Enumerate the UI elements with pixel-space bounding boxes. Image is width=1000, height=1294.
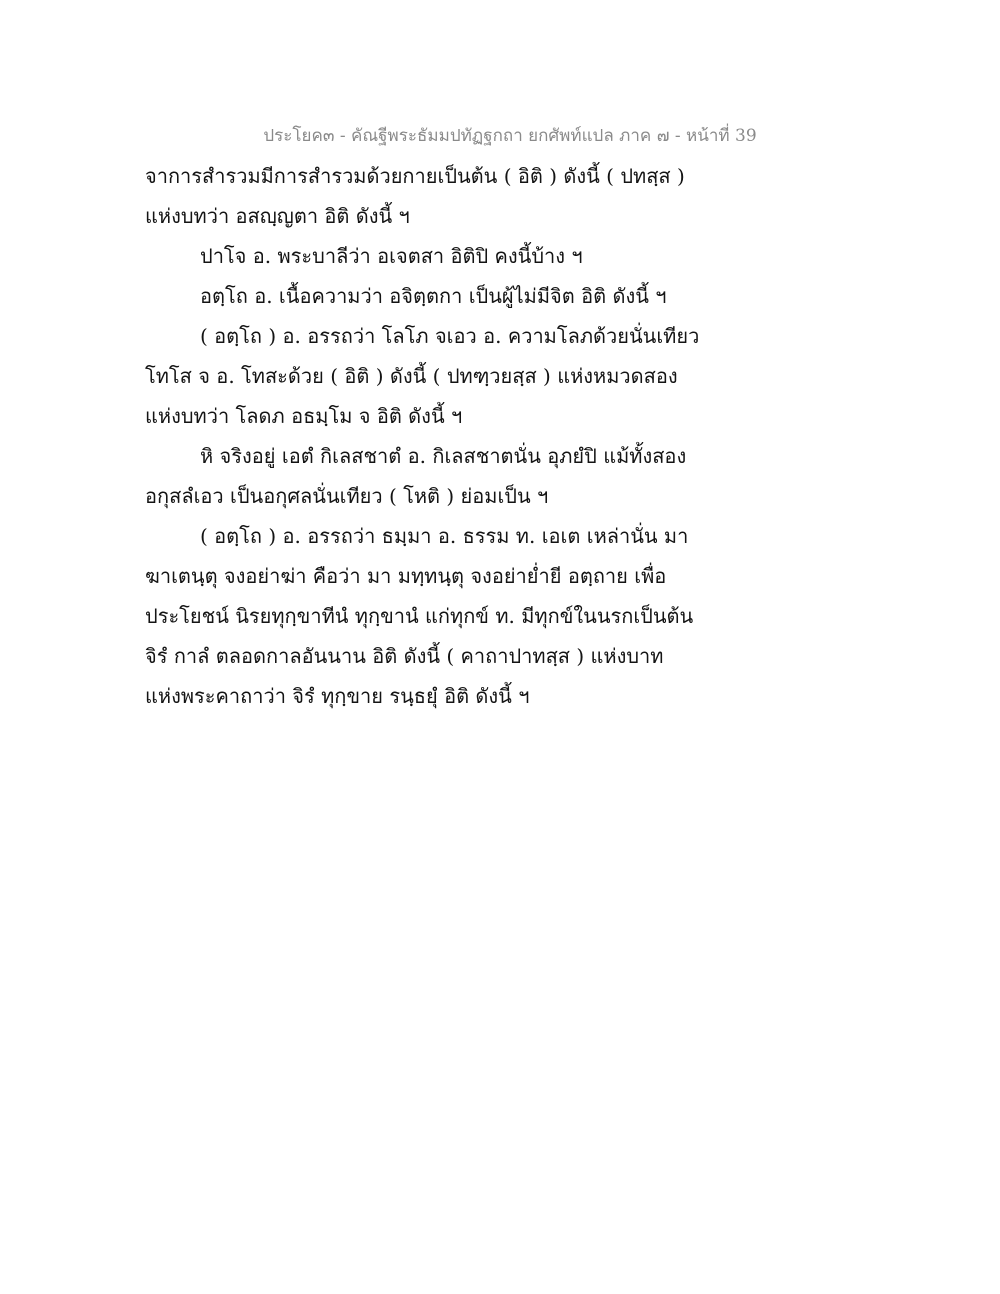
text-line: ( อตฺโถ ) อ. อรรถว่า โลโภ จเอว อ. ความโลภด้วยนั่นเทียว xyxy=(200,324,700,348)
body-text xyxy=(145,156,865,716)
text-line: ( อตฺโถ ) อ. อรรถว่า ธมฺมา อ. ธรรม ท. เอเต เหล่านั่น มา xyxy=(200,524,689,548)
text-line: ประโยชน์ นิรยทุกฺขาทีนํ ทุกฺขานํ แก่ทุกข์ ท. มีทุกข์ในนรกเป็นต้น xyxy=(145,604,694,628)
text-line: แห่งบทว่า อสญฺญตา อิติ ดังนี้ ฯ xyxy=(145,204,410,228)
running-header: ประโยค๓ - คัณฐีพระธัมมปทัฏฐกถา ยกศัพท์แปล ภาค ๗ - หน้าที่ 39 xyxy=(263,126,757,146)
text-line: อกุสลํเอว เป็นอกุศลนั่นเทียว ( โหติ ) ย่อมเป็น ฯ xyxy=(145,484,549,508)
text-line: อตฺโถ อ. เนื้อความว่า อจิตฺตกา เป็นผู้ไม่มีจิต อิติ ดังนี้ ฯ xyxy=(200,284,667,308)
text-line: แห่งพระคาถาว่า จิรํ ทุกฺขาย รนฺธยุํ อิติ ดังนี้ ฯ xyxy=(145,684,530,708)
text-line: แห่งบทว่า โลดภ อธมฺโม จ อิติ ดังนี้ ฯ xyxy=(145,404,463,428)
text-line: หิ จริงอยู่ เอตํ กิเลสชาตํ อ. กิเลสชาตนั่น อุภยํปิ แม้ทั้งสอง xyxy=(200,444,687,468)
text-line: ฆาเตนฺตุ จงอย่าฆ่า คือว่า มา มทฺทนฺตุ จงอย่าย่ำยี อตฺถาย เพื่อ xyxy=(145,564,667,588)
text-line: โทโส จ อ. โทสะด้วย ( อิติ ) ดังนี้ ( ปทฑฺวยสฺส ) แห่งหมวดสอง xyxy=(145,364,678,388)
text-line: ปาโจ อ. พระบาลีว่า อเจตสา อิติปิ คงนี้บ้าง ฯ xyxy=(200,244,583,268)
text-line: จิรํ กาลํ ตลอดกาลอันนาน อิติ ดังนี้ ( คาถาปาทสฺส ) แห่งบาท xyxy=(145,644,664,668)
text-line: จาการสำรวมมีการสำรวมด้วยกายเป็นต้น ( อิติ ) ดังนี้ ( ปทสฺส ) xyxy=(145,164,685,188)
